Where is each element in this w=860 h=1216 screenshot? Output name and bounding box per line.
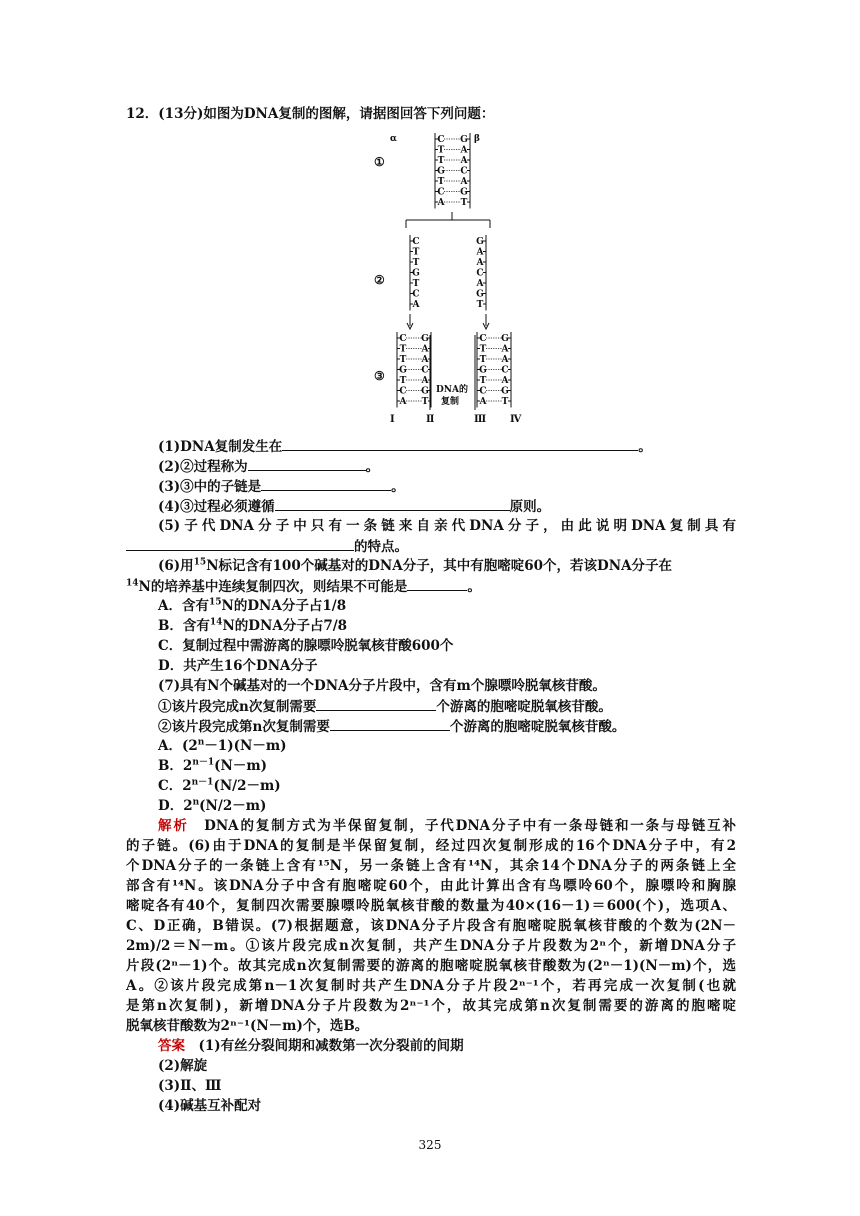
parent-base-left: T [437, 145, 445, 156]
mid-right-base: G [476, 289, 484, 300]
step1-label: ① [374, 155, 385, 169]
analysis-line-2: 的子链。(6)由于DNA的复制是半保留复制，经过四次复制形成的16个DNA分子中，有2 [126, 838, 736, 854]
daughter-right-base-right: A [501, 376, 509, 386]
daughter-right-base-right: G [501, 334, 509, 344]
daughter-right-base-left: T [479, 355, 487, 365]
answer-line-3: (3)Ⅱ、Ⅲ [158, 1078, 222, 1094]
daughter-left-base-right: A [421, 355, 429, 365]
center-label-2: 复制 [441, 397, 460, 407]
q2-blank[interactable] [248, 456, 366, 471]
daughter-right-base-right: G [501, 386, 509, 397]
analysis-line-3: 个DNA分子的一条链上含有¹⁵N，另一条链上含有¹⁴N，其余14个DNA分子的两条链上全 [126, 858, 736, 874]
q4-blank[interactable] [275, 496, 510, 511]
daughter-left-base-right: A [421, 344, 429, 355]
q6-line2: $^{14}$N的培养基中连续复制四次，则结果不可能是 。 [126, 576, 736, 597]
parent-base-left: T [437, 156, 445, 166]
daughter-right-base-left: T [479, 344, 487, 355]
question-title: 12．(13分)如图为DNA复制的图解，请据图回答下列问题： [126, 106, 495, 122]
q2: (2)②过程称为 。 [158, 456, 768, 477]
mid-left-base: T [412, 279, 420, 289]
parent-base-right: A [460, 156, 468, 166]
parent-base-right: A [460, 145, 468, 156]
q7-option-b: B．$2^{n-1}(N-m)$ [158, 757, 268, 774]
parent-base-left: C [437, 135, 445, 145]
daughter-left-base-right: G [421, 334, 429, 344]
analysis-line-5: 嘧啶各有40个，复制四次需要腺嘌呤脱氧核苷酸的数量为40×(16－1)＝600(个)，选项A、 [126, 898, 736, 914]
parent-base-left: C [437, 187, 445, 198]
daughter-right-base-left: T [479, 376, 487, 386]
daughter-right-base-left: C [479, 334, 487, 344]
daughter-left-base-left: C [399, 334, 407, 344]
parent-base-right: G [460, 187, 468, 198]
daughter-right-base-right: T [501, 397, 509, 407]
q7-option-a: A．$(2^n-1)(N-m)$ [158, 737, 287, 754]
daughter-left-base-left: T [399, 376, 407, 386]
q7-sub1: ①该片段完成n次复制需要 个游离的胞嘧啶脱氧核苷酸。 [158, 696, 768, 717]
mid-left-base: C [412, 289, 420, 300]
parent-dna-double-helix [406, 133, 490, 228]
beta-label: β [474, 134, 480, 144]
q7-option-d: D．$2^n(N/2-m)$ [158, 797, 267, 814]
strand-label-1: Ⅰ [390, 414, 395, 424]
daughter-left-base-left: C [399, 386, 407, 397]
q6-option-d: D．共产生16个DNA分子 [158, 658, 318, 674]
daughter-right-base-left: C [479, 386, 487, 397]
page-number: 325 [418, 1138, 442, 1152]
q3: (3)③中的子链是 。 [158, 476, 768, 497]
mid-left-base: A [412, 300, 420, 310]
strand-label-2: Ⅱ [426, 414, 435, 424]
step2-label: ② [374, 273, 385, 287]
mid-right-base: A [476, 258, 484, 268]
analysis-line-11: 脱氧核苷酸数为2ⁿ⁻¹(N－m)个，选B。 [126, 1018, 369, 1034]
q7-stem: (7)具有N个碱基对的一个DNA分子片段中，含有m个腺嘌呤脱氧核苷酸。 [158, 678, 606, 694]
step3-label: ③ [374, 369, 385, 383]
mid-right-base: T [476, 300, 484, 310]
analysis-line-4: 部含有¹⁴N。该DNA分子中含有胞嘧啶60个，由此计算出含有鸟嘌呤60个，腺嘌呤和胸腺 [126, 878, 736, 894]
mid-left-base: G [412, 268, 420, 279]
daughter-left-base-left: T [399, 355, 407, 365]
q5-line2: 的特点。 [126, 536, 736, 557]
parent-base-left: G [437, 166, 445, 177]
parent-base-right: T [460, 198, 468, 208]
strand-label-4: Ⅳ [510, 414, 522, 424]
q5-blank[interactable] [126, 536, 354, 551]
parent-base-left: T [437, 177, 445, 187]
daughter-left-base-right: C [421, 365, 429, 376]
analysis-line-7: 2m)/2＝N－m。①该片段完成n次复制，共产生DNA分子片段数为2ⁿ个，新增DNA分子 [126, 938, 736, 954]
daughter-left-base-left: T [399, 344, 407, 355]
daughter-left-base-left: G [399, 365, 407, 376]
q6-option-b: B．含有$^{14}$N的DNA分子占7/8 [158, 617, 348, 634]
analysis-line-9: A。②该片段完成第n－1次复制时共产生DNA分子片段2ⁿ⁻¹个，若再完成一次复制(也就 [126, 978, 736, 994]
mid-left-base: T [412, 258, 420, 268]
analysis-line-10: 是第n次复制)，新增DNA分子片段数为2ⁿ⁻¹个，故其完成第n次复制需要的游离的胞嘧啶 [126, 998, 736, 1014]
mid-right-base: C [476, 268, 484, 279]
daughter-right-base-right: A [501, 344, 509, 355]
analysis-line-1: 解析 DNA的复制方式为半保留复制，子代DNA分子中有一条母链和一条与母链互补 [158, 818, 737, 834]
q6-blank[interactable] [407, 576, 467, 591]
alpha-label: α [390, 134, 397, 144]
q6-line1: (6)用$^{15}$N标记含有100个碱基对的DNA分子，其中有胞嘧啶60个，若该DNA分子在 [158, 557, 673, 574]
daughter-left-base-right: A [421, 376, 429, 386]
answer-label: 答案 [158, 1038, 185, 1054]
mid-right-base: G [476, 237, 484, 247]
mid-left-base: T [412, 247, 420, 258]
strand-label-3: Ⅲ [474, 414, 487, 424]
q3-blank[interactable] [261, 476, 391, 491]
answer-line-2: (2)解旋 [158, 1058, 208, 1074]
q7-sub2: ②该片段完成第n次复制需要 个游离的胞嘧啶脱氧核苷酸。 [158, 716, 768, 737]
unwound-single-strands [407, 235, 489, 329]
q7-sub1-blank[interactable] [316, 696, 436, 711]
daughter-right-base-right: A [501, 355, 509, 365]
daughter-right-base-left: A [479, 397, 487, 407]
dna-replication-diagram [360, 128, 530, 424]
q1: (1)DNA复制发生在 。 [158, 436, 768, 457]
q7-option-c: C．$2^{n-1}(N/2-m)$ [158, 777, 281, 794]
mid-left-base: C [412, 237, 420, 247]
parent-base-right: C [460, 166, 468, 177]
answer-line-1: 答案 (1)有丝分裂间期和减数第一次分裂前的间期 [158, 1038, 464, 1054]
analysis-line-8: 片段(2ⁿ－1)个。故其完成n次复制需要的游离的胞嘧啶脱氧核苷酸数为(2ⁿ－1)(N－m)个，选 [126, 958, 736, 974]
center-label-1: DNA的 [436, 385, 469, 395]
analysis-line-6: C、D正确，B错误。(7)根据题意，该DNA分子片段含有胞嘧啶脱氧核苷酸的个数为(2N－ [126, 918, 736, 934]
q5-line1: (5)子代DNA分子中只有一条链来自亲代DNA分子，由此说明DNA复制具有 [158, 518, 736, 534]
analysis-label: 解析 [158, 818, 189, 834]
daughter-right-base-left: G [479, 365, 487, 376]
mid-right-base: A [476, 279, 484, 289]
answer-line-4: (4)碱基互补配对 [158, 1098, 262, 1114]
daughter-right-base-right: C [501, 365, 509, 376]
daughter-left-base-right: T [421, 397, 429, 407]
daughter-left-base-right: G [421, 386, 429, 397]
q6-option-a: A．含有$^{15}$N的DNA分子占1/8 [158, 597, 347, 614]
parent-base-right: A [460, 177, 468, 187]
q6-option-c: C．复制过程中需游离的腺嘌呤脱氧核苷酸600个 [158, 638, 454, 654]
mid-right-base: A [476, 247, 484, 258]
daughter-left-base-left: A [399, 397, 407, 407]
q1-blank[interactable] [282, 436, 638, 451]
q7-sub2-blank[interactable] [330, 716, 450, 731]
q4: (4)③过程必须遵循 原则。 [158, 496, 768, 517]
parent-base-right: G [460, 135, 468, 145]
parent-base-left: A [437, 198, 445, 208]
